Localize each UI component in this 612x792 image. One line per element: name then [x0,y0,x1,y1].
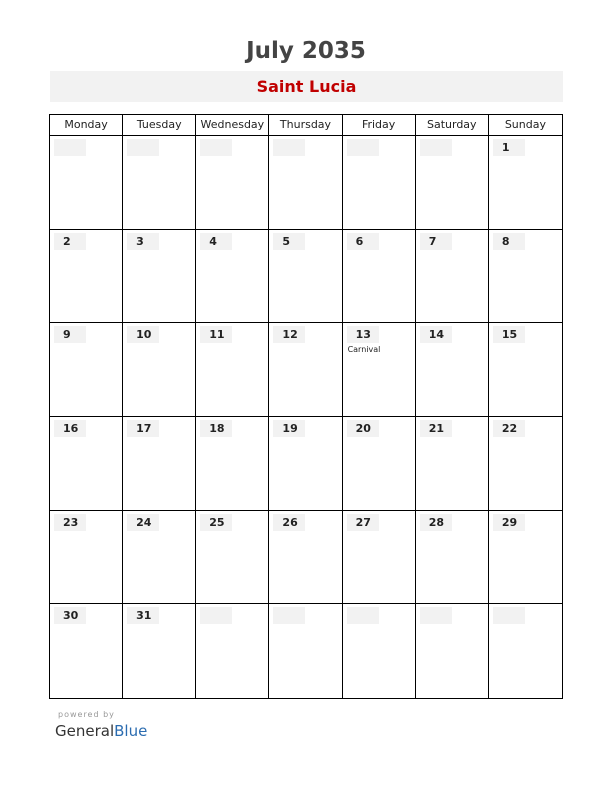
day-cell[interactable] [50,417,123,511]
day-cell[interactable] [196,604,269,698]
day-number: 2 [54,233,86,250]
day-cell[interactable] [489,136,562,230]
day-number [347,139,379,156]
day-number: 29 [493,514,525,531]
day-number: 6 [347,233,379,250]
weekday-header: Saturday [416,115,489,136]
day-cell[interactable] [269,417,342,511]
day-cell[interactable] [50,136,123,230]
day-cell[interactable] [416,323,489,417]
day-cell[interactable] [343,230,416,324]
day-cell[interactable] [50,323,123,417]
day-cell[interactable] [269,511,342,605]
day-number [127,139,159,156]
powered-by-text: powered by [58,710,115,719]
day-cell[interactable] [123,417,196,511]
day-cell[interactable] [123,136,196,230]
day-number: 17 [127,420,159,437]
day-cell[interactable] [269,230,342,324]
day-cell[interactable] [123,230,196,324]
brand-logo[interactable] [55,722,147,740]
day-cell[interactable] [196,417,269,511]
day-number [420,607,452,624]
day-cell[interactable] [489,604,562,698]
brand-general: General [55,722,115,740]
day-cell[interactable] [196,323,269,417]
day-cell[interactable] [123,511,196,605]
day-cell[interactable] [343,417,416,511]
day-number [200,139,232,156]
day-number: 7 [420,233,452,250]
day-number: 14 [420,326,452,343]
day-number: 8 [493,233,525,250]
weekday-header: Wednesday [196,115,269,136]
day-number [493,607,525,624]
brand-blue: Blue [114,722,148,740]
day-number [273,607,305,624]
day-number [200,607,232,624]
day-number: 26 [273,514,305,531]
day-cell[interactable] [489,323,562,417]
country-label: Saint Lucia [50,71,563,102]
day-number: 23 [54,514,86,531]
day-number [420,139,452,156]
day-cell[interactable] [416,511,489,605]
weekday-header: Tuesday [123,115,196,136]
day-number: 9 [54,326,86,343]
day-number: 20 [347,420,379,437]
day-cell[interactable] [123,323,196,417]
day-number: 13 [347,326,379,343]
day-cell[interactable] [343,604,416,698]
day-cell[interactable] [269,323,342,417]
day-cell[interactable] [269,604,342,698]
weekday-header: Sunday [489,115,562,136]
day-cell[interactable] [196,230,269,324]
day-cell[interactable] [489,511,562,605]
day-number: 12 [273,326,305,343]
day-number: 11 [200,326,232,343]
day-number [273,139,305,156]
day-number: 27 [347,514,379,531]
day-cell[interactable] [123,604,196,698]
day-number: 15 [493,326,525,343]
day-number: 3 [127,233,159,250]
day-number: 10 [127,326,159,343]
day-cell[interactable] [416,136,489,230]
page-title: July 2035 [246,38,366,64]
day-cell[interactable] [196,136,269,230]
day-cell[interactable] [416,604,489,698]
day-cell[interactable] [489,417,562,511]
day-cell[interactable] [196,511,269,605]
weekday-header: Friday [343,115,416,136]
day-number [347,607,379,624]
day-number: 4 [200,233,232,250]
day-number [54,139,86,156]
holiday-event: Carnival [347,345,381,355]
day-cell[interactable] [343,323,416,417]
day-number: 31 [127,607,159,624]
day-cell[interactable] [50,511,123,605]
day-cell[interactable] [269,136,342,230]
weekday-header: Thursday [269,115,342,136]
day-number: 16 [54,420,86,437]
day-cell[interactable] [489,230,562,324]
calendar-grid [49,114,563,699]
day-number: 22 [493,420,525,437]
day-cell[interactable] [50,230,123,324]
day-cell[interactable] [416,417,489,511]
day-cell[interactable] [343,136,416,230]
day-number: 18 [200,420,232,437]
day-cell[interactable] [50,604,123,698]
day-number: 25 [200,514,232,531]
day-cell[interactable] [416,230,489,324]
day-cell[interactable] [343,511,416,605]
day-number: 21 [420,420,452,437]
weekday-header: Monday [50,115,123,136]
day-number: 19 [273,420,305,437]
day-number: 30 [54,607,86,624]
day-number: 24 [127,514,159,531]
day-number: 1 [493,139,525,156]
day-number: 5 [273,233,305,250]
day-number: 28 [420,514,452,531]
